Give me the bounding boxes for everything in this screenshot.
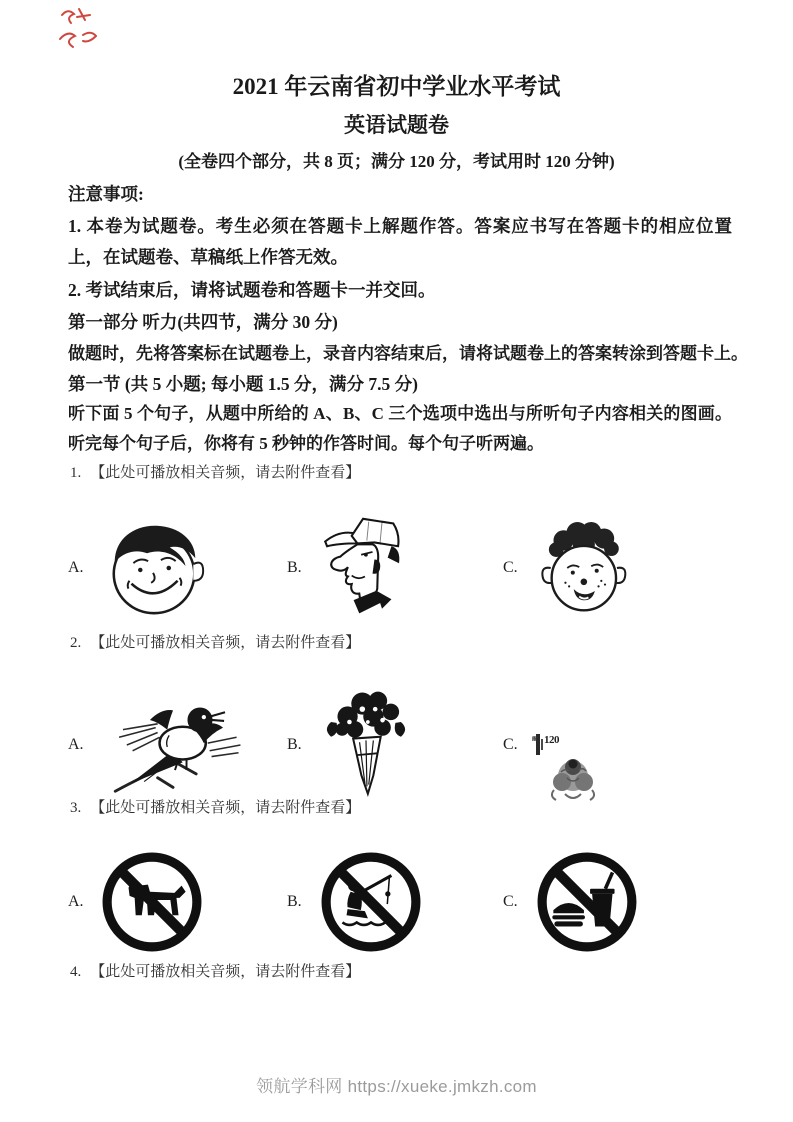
option-c-label: C.: [503, 559, 518, 576]
section1-heading: 第一节 (共 5 小题; 每小题 1.5 分，满分 7.5 分): [68, 374, 418, 394]
question-2-options: [68, 684, 732, 806]
stamp-inner-frame: [541, 739, 543, 750]
question-3-option-a: [68, 849, 203, 955]
no-fishing-sign: [320, 851, 422, 953]
question-2-number: 2.: [70, 635, 82, 651]
part1-heading: 第一部分 听力(共四节，满分 30 分): [68, 312, 338, 332]
option-a-label: A.: [68, 893, 84, 910]
man-with-cap-image: [320, 515, 408, 621]
curly-haired-kid-image: [536, 519, 628, 617]
question-3-audio-line: [70, 796, 670, 817]
boy-face-image: [101, 518, 211, 618]
question-2-audio-line: [70, 631, 670, 652]
notice-heading: 注意事项:: [68, 184, 144, 204]
option-a-label: A.: [68, 559, 84, 576]
no-dogs-sign: [101, 851, 203, 953]
notice-item-1: 1. 本卷为试题卷。考生必须在答题卡上解题作答。答案应书写在答题卡的相应位置上，在试题卷、草稿纸上作答无效。: [68, 216, 732, 267]
question-1-option-c: [503, 512, 628, 624]
watermark-footer: 领航学科网 https://xueke.jmkzh.com: [256, 1077, 537, 1096]
option-b-label: B.: [287, 736, 302, 753]
question-1-audio-line: [70, 461, 670, 482]
option-c-label: C.: [503, 736, 518, 753]
question-4-audio-line: [70, 960, 670, 981]
question-1-number: 1.: [70, 465, 82, 481]
bird-on-branch-image: [101, 693, 247, 797]
flower-bouquet-image: [320, 687, 412, 803]
notice-item-2: 2. 考试结束后，请将试题卷和答题卡一并交回。: [68, 280, 436, 300]
question-3-option-c: [503, 849, 638, 955]
question-2-option-c: [503, 684, 559, 806]
question-1-option-b: [287, 512, 408, 624]
section1-instructions: 听下面 5 个句子，从题中所给的 A、B、C 三个选项中选出与所听句子内容相关的图画。听完每个句子后，你将有 5 秒钟的作答时间。每个句子听两遍。: [68, 404, 732, 453]
question-3-audio-note: 【此处可播放相关音频，请去附件查看】: [90, 800, 361, 816]
question-2-audio-note: 【此处可播放相关音频，请去附件查看】: [90, 635, 361, 651]
question-1-option-a: [68, 512, 211, 624]
question-3-number: 3.: [70, 800, 82, 816]
question-2-option-a: [68, 684, 247, 806]
option-a-label: A.: [68, 736, 84, 753]
question-1-audio-note: 【此处可播放相关音频，请去附件查看】: [90, 465, 361, 481]
question-4-audio-note: 【此处可播放相关音频，请去附件查看】: [90, 964, 361, 980]
paper-subtitle: 英语试题卷: [344, 113, 449, 137]
option-b-label: B.: [287, 559, 302, 576]
question-3-option-b: [287, 849, 422, 955]
exam-title: 2021 年云南省初中学业水平考试: [232, 74, 561, 99]
stamp: 120 中国邮政: [536, 734, 540, 755]
option-c-label: C.: [503, 893, 518, 910]
question-4-number: 4.: [70, 964, 82, 980]
part1-note: 做题时，先将答案标在试题卷上，录音内容结束后，请将试题卷上的答案转涂到答题卡上。: [68, 344, 748, 363]
no-food-drink-sign: [536, 851, 638, 953]
red-annotation-marks: [56, 4, 100, 54]
question-1-options: [68, 512, 732, 624]
question-2-option-b: [287, 684, 412, 806]
question-3-options: [68, 849, 732, 955]
option-b-label: B.: [287, 893, 302, 910]
paper-meta-line: (全卷四个部分，共 8 页；满分 120 分，考试用时 120 分钟): [178, 152, 615, 171]
